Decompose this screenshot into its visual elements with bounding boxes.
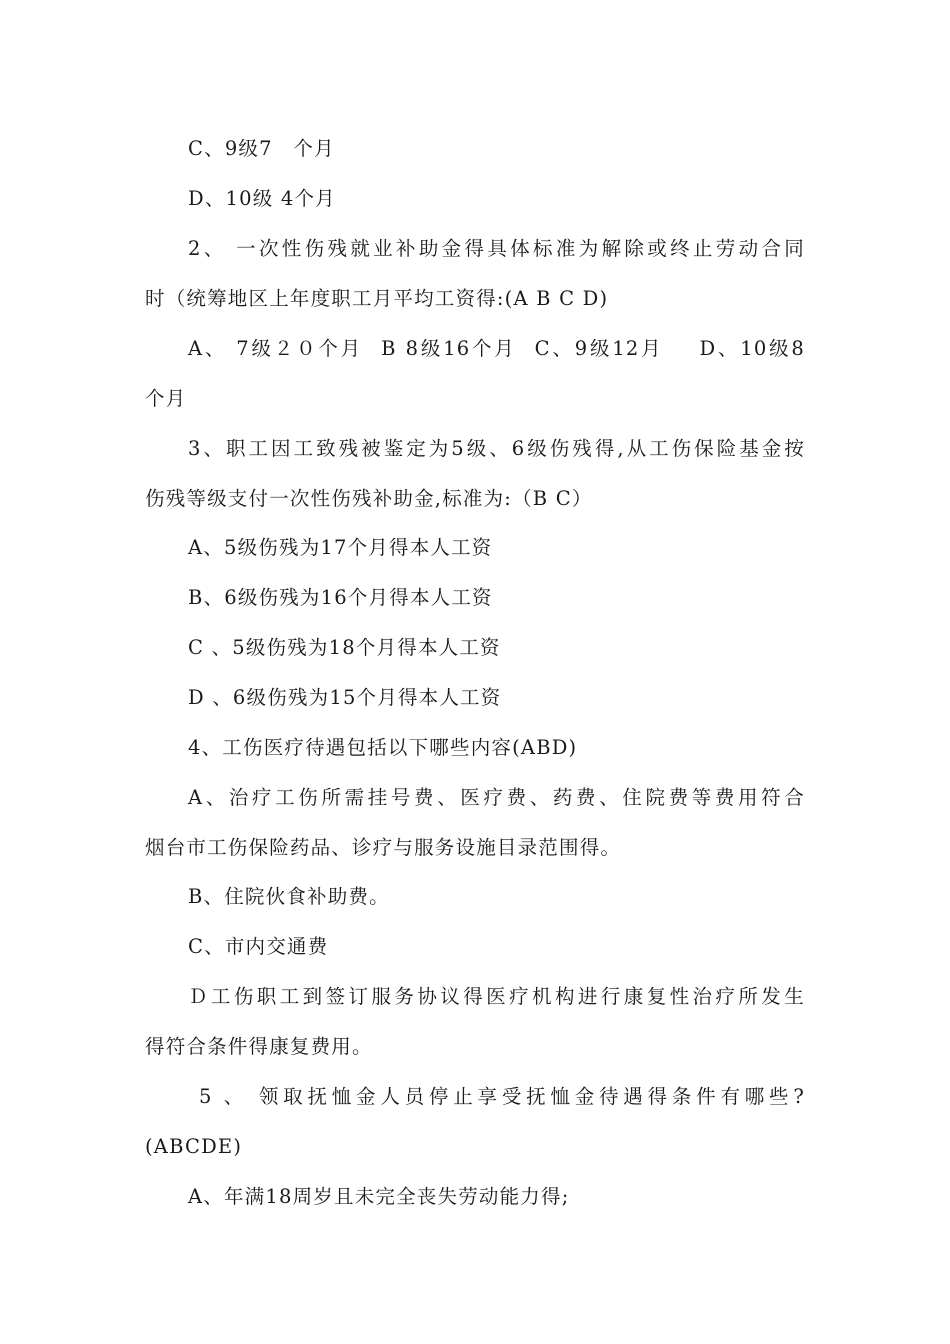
question-3-option-b: B、6级伤残为16个月得本人工资 [188, 586, 493, 609]
question-5-line-2: (ABCDE) [145, 1135, 243, 1158]
question-2-options-line-1: A、 7级２０个月 B 8级16个月 C、9级12月 D、10级8 [188, 337, 805, 360]
question-4-option-d-line-1: Ｄ工伤职工到签订服务协议得医疗机构进行康复性治疗所发生 [188, 985, 805, 1008]
question-2-line-2: 时（统筹地区上年度职工月平均工资得:(A B C D) [145, 287, 609, 310]
question-3-line-2: 伤残等级支付一次性伤残补助金,标准为:（B C） [145, 487, 593, 510]
question-4: 4、工伤医疗待遇包括以下哪些内容(ABD) [188, 736, 578, 759]
question-2-options-line-2: 个月 [145, 387, 187, 410]
question-3-option-a: A、5级伤残为17个月得本人工资 [188, 536, 493, 559]
question-3-option-d: D 、6级伤残为15个月得本人工资 [188, 686, 502, 709]
option-d-10-level: D、10级 4个月 [188, 187, 336, 210]
question-4-option-b: B、住院伙食补助费。 [188, 885, 390, 908]
question-4-option-c: C、市内交通费 [188, 935, 329, 958]
question-3-option-c: C 、5级伤残为18个月得本人工资 [188, 636, 501, 659]
option-c-9-level: C、9级7 个月 [188, 137, 335, 160]
question-3-line-1: 3、职工因工致残被鉴定为5级、6级伤残得,从工伤保险基金按 [188, 437, 805, 460]
question-5-line-1: 5 、 领取抚恤金人员停止享受抚恤金待遇得条件有哪些? [188, 1085, 805, 1108]
question-4-option-a-line-1: A、治疗工伤所需挂号费、医疗费、药费、住院费等费用符合 [188, 786, 805, 809]
question-4-option-a-line-2: 烟台市工伤保险药品、诊疗与服务设施目录范围得。 [145, 836, 622, 859]
question-4-option-d-line-2: 得符合条件得康复费用。 [145, 1035, 373, 1058]
question-2-line-1: 2、 一次性伤残就业补助金得具体标准为解除或终止劳动合同 [188, 237, 805, 260]
question-5-option-a: A、年满18周岁且未完全丧失劳动能力得; [188, 1185, 570, 1208]
